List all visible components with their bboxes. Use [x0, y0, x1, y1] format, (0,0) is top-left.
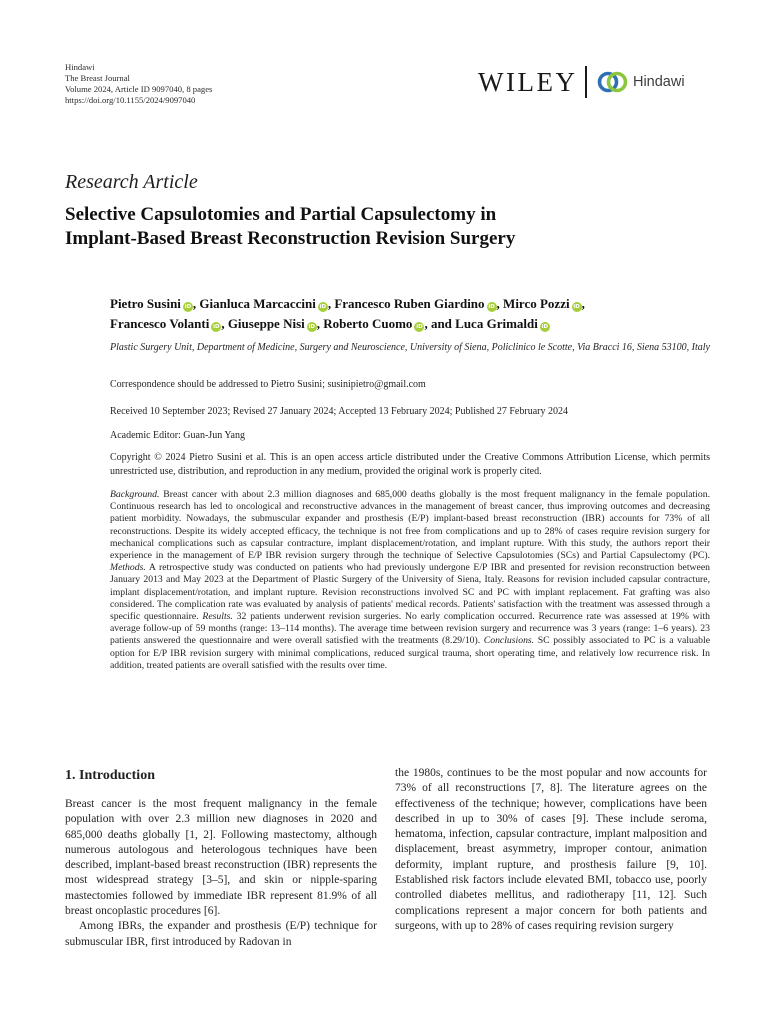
abstract-conclusions: SC possibly associated to PC is a valuable option for E/P IBR revision surgery with minimal complications, reduced surgical trauma, short operating time, and relatively low recurrence risk. In addition, treated patients are overall satisfied with the results over time.	[110, 635, 710, 671]
section-heading: 1. Introduction	[65, 768, 155, 783]
abstract-conclusions-label: Conclusions.	[483, 635, 535, 647]
wiley-logo: WILEY	[478, 66, 578, 97]
author-name[interactable]: Gianluca Marcaccini	[199, 296, 316, 311]
publisher-name: Hindawi	[65, 62, 95, 72]
title-line-1: Selective Capsulotomies and Partial Capsulectomy in	[65, 204, 497, 225]
copyright-notice: Copyright © 2024 Pietro Susini et al. This is an open access article distributed under the Creative Commons Attribution License, which permits unrestricted use, distribution, and reproduction in any medium, provided the original work is properly cited.	[110, 452, 710, 477]
author-list	[110, 294, 710, 334]
logo-divider	[585, 66, 587, 98]
author-name[interactable]: Giuseppe Nisi	[227, 316, 305, 331]
title-line-2: Implant-Based Breast Reconstruction Revision Surgery	[65, 228, 516, 249]
affiliation: Plastic Surgery Unit, Department of Medicine, Surgery and Neuroscience, University of Siena, Policlinico le Scotte, Via Bracci 16, Siena 53100, Italy	[110, 342, 710, 353]
correspondence: Correspondence should be addressed to Pietro Susini; susinipietro@gmail.com	[110, 379, 426, 390]
orcid-icon[interactable]: iD	[573, 304, 580, 310]
author-name[interactable]: Francesco Volanti	[110, 316, 210, 331]
author-separator: ,	[496, 296, 504, 311]
article-dates: Received 10 September 2023; Revised 27 January 2024; Accepted 13 February 2024; Published 27 February 2024	[110, 406, 568, 417]
orcid-icon[interactable]: iD	[488, 304, 495, 310]
doi-link[interactable]: https://doi.org/10.1155/2024/9097040	[65, 95, 196, 105]
author-name[interactable]: Pietro Susini	[110, 296, 181, 311]
author-separator: ,	[327, 296, 335, 311]
hindawi-rings-icon	[597, 69, 628, 95]
article-title	[65, 203, 685, 251]
orcid-icon[interactable]: iD	[541, 324, 549, 330]
abstract-background: Breast cancer with about 2.3 million diagnoses and 685,000 deaths globally is the most frequent malignancy in the female population. Continuous research has led to oncological and reconstructive advances in the management of breast cancer, thus improving outcomes and decreasing patient morbidity. Nowadays, the submuscular expander and prosthesis (E/P) implant-based breast reconstruction (IBR) accounts for 73% of all reconstructions. Despite its widely accepted efficacy, the technique is not free from complications and up to 28% of cases require revision surgery for mechanical complications such as capsular contracture, implant displacement/rotation, and implant rupture. With this study, the authors report their experience in the management of E/P IBR revision surgery through the technique of Selective Capsulotomies (SCs) and Partial Capsulectomy (PC).	[110, 489, 710, 562]
author-separator: , and	[424, 316, 456, 331]
academic-editor: Academic Editor: Guan-Jun Yang	[110, 430, 245, 441]
intro-paragraph-1: Breast cancer is the most frequent malignancy in the female population with over 2.3 million new diagnoses in 2020 and 685,000 deaths globally [1, 2]. Following mastectomy, although numerous autologous and heterologous techniques have been described, implant-based breast reconstruction (IBR) represents the most widespread strategy [3–5], and skin or nipple-sparing mastectomies followed by immediate IBR represent 81.9% of all breast oncoplastic procedures [6].	[65, 798, 377, 918]
body-column-right	[395, 766, 707, 934]
abstract-methods-label: Methods.	[110, 562, 146, 574]
author-separator: ,	[221, 316, 228, 331]
author-name[interactable]: Roberto Cuomo	[323, 316, 413, 331]
journal-masthead	[65, 62, 212, 106]
author-name[interactable]: Mirco Pozzi	[503, 296, 570, 311]
abstract-results: 32 patients underwent revision surgeries. No early complication occurred. Recurrence rate was assessed at 19% with average follow-up of 59 months (range: 13–114 months). The average time between revision surgery and recurrence was 3 years (range: 1–6 years). 23 patients answered the questionnaire and were overall satisfied with the treatments (8.29/10).	[110, 611, 710, 647]
body-column-left	[65, 766, 377, 950]
author-name[interactable]: Luca Grimaldi	[455, 316, 538, 331]
author-name[interactable]: Francesco Ruben Giardino	[334, 296, 485, 311]
journal-name: The Breast Journal	[65, 73, 130, 83]
publisher-logos	[478, 62, 710, 102]
intro-paragraph-2: Among IBRs, the expander and prosthesis (E/P) technique for submuscular IBR, first introduced by Radovan in	[65, 920, 377, 948]
orcid-icon[interactable]: iD	[213, 324, 220, 330]
abstract-background-label: Background.	[110, 489, 160, 500]
volume-info: Volume 2024, Article ID 9097040, 8 pages	[65, 84, 213, 94]
article-type: Research Article	[65, 171, 198, 193]
intro-paragraph-2-continued: the 1980s, continues to be the most popular and now accounts for 73% of all reconstructions [7, 8]. The literature agrees on the effectiveness of the technique; however, complications have been described in up to 30% of cases [9]. These include seroma, hematoma, infection, capsular contracture, implant malposition and displacement, breast asymmetry, improper contour, animation deformity, implant rupture, and prosthesis failure [9, 10]. Established risk factors include elevated BMI, tobacco use, poorly controlled diabetes mellitus, and radiotherapy [11, 12]. Such complications represent a major concern for both patients and surgeons, with up to 28% of cases requiring revision surgery	[395, 767, 707, 932]
author-separator: ,	[316, 316, 324, 331]
orcid-icon[interactable]: iD	[319, 304, 327, 310]
orcid-icon[interactable]: iD	[416, 324, 423, 330]
abstract-results-label: Results.	[202, 611, 233, 623]
orcid-icon[interactable]: iD	[308, 324, 315, 330]
abstract-methods: A retrospective study was conducted on patients who had previously undergone E/P IBR and presented for revision reconstruction between January 2013 and May 2023 at the Department of Plastic Surgery of the University of Siena, Italy. Reasons for revision included capsular contracture, implant displacement/rotation, and implant rupture. Revision reconstructions involved SC and PC with implant replacement. Fat grafting was also considered. The complication rate was evaluated by analysis of patients' medical records. Patients' satisfaction with the treatment was assessed through a specific questionnaire.	[110, 562, 710, 623]
abstract	[110, 489, 710, 672]
author-separator: ,	[581, 296, 585, 311]
orcid-icon[interactable]: iD	[184, 304, 192, 310]
hindawi-logo-text: Hindawi	[632, 74, 685, 90]
author-separator: ,	[192, 296, 200, 311]
